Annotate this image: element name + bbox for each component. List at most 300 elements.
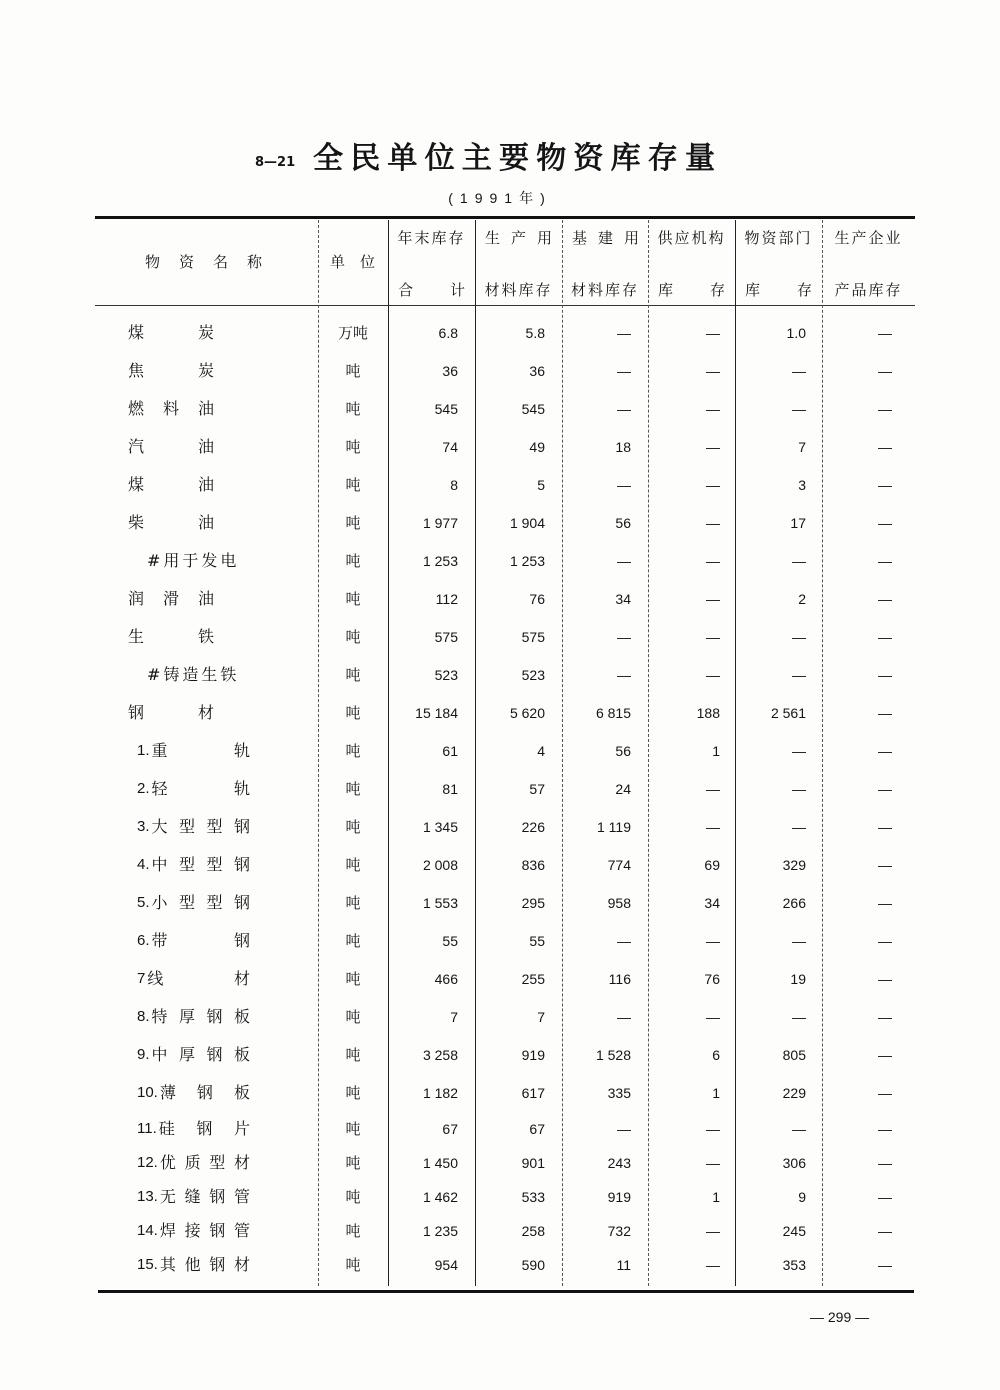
year-end-total-cell: 1 462 <box>422 1189 458 1205</box>
unit-cell: 吨 <box>345 894 361 912</box>
year-end-total-cell: 112 <box>435 591 458 607</box>
enterprise-product-stock-cell: — <box>878 933 892 949</box>
material-subitem-label: #用于发电 <box>147 551 240 570</box>
header-enterprise-product-stock <box>822 220 915 305</box>
unit-cell: 吨 <box>345 476 361 494</box>
table-row <box>95 504 915 542</box>
production-material-stock-cell: 226 <box>521 819 545 835</box>
production-material-stock-cell: 67 <box>529 1121 545 1137</box>
table-row <box>95 618 915 656</box>
enterprise-product-stock-cell: — <box>878 743 892 759</box>
production-material-stock-cell: 258 <box>521 1223 545 1239</box>
material-subitem-label: #铸造生铁 <box>147 665 240 684</box>
table-row <box>95 1146 915 1180</box>
supply-agency-stock-cell: — <box>706 933 720 949</box>
table-row <box>95 1180 915 1214</box>
material-name-cell <box>95 504 318 542</box>
item-number: 4. <box>137 856 150 873</box>
materials-dept-stock-cell: 19 <box>790 971 806 987</box>
item-name: 轻 轨 <box>151 779 250 798</box>
enterprise-product-stock-cell: — <box>878 819 892 835</box>
supply-agency-stock-cell: 76 <box>704 971 720 987</box>
item-name: 焊接钢管 <box>159 1221 250 1240</box>
item-name: 线 材 <box>147 969 250 988</box>
table-row <box>95 1214 915 1248</box>
table-row <box>95 656 915 694</box>
construction-material-stock-cell: — <box>617 325 631 341</box>
production-material-stock-cell: 523 <box>521 667 545 683</box>
unit-cell: 吨 <box>345 628 361 646</box>
item-number: 1. <box>137 742 150 759</box>
table-row <box>95 352 915 390</box>
year-end-total-cell: 954 <box>434 1257 458 1273</box>
header-year-end-stock <box>388 220 475 305</box>
material-name-cell <box>95 1180 318 1214</box>
construction-material-stock-cell: — <box>617 1009 631 1025</box>
table-row <box>95 694 915 732</box>
material-name-cell <box>95 770 318 808</box>
steel-item-label <box>137 770 250 808</box>
material-label: 润 滑 油 <box>128 589 214 608</box>
steel-item-label <box>137 998 250 1036</box>
item-number: 5. <box>137 894 150 911</box>
material-name-cell <box>95 314 318 352</box>
enterprise-product-stock-cell: — <box>878 1223 892 1239</box>
materials-dept-stock-cell: 7 <box>798 439 806 455</box>
construction-material-stock-cell: 774 <box>607 857 631 873</box>
enterprise-product-stock-cell: — <box>878 857 892 873</box>
header-materials-dept-stock <box>735 220 822 305</box>
item-number: 10. <box>137 1084 158 1101</box>
materials-dept-stock-cell: 9 <box>798 1189 806 1205</box>
enterprise-product-stock-cell: — <box>878 477 892 493</box>
materials-dept-stock-cell: — <box>792 819 806 835</box>
construction-material-stock-cell: — <box>617 1121 631 1137</box>
supply-agency-stock-cell: — <box>706 401 720 417</box>
material-name-cell <box>95 1214 318 1248</box>
materials-dept-stock-cell: — <box>792 781 806 797</box>
production-material-stock-cell: 7 <box>537 1009 545 1025</box>
table-row <box>95 1074 915 1112</box>
construction-material-stock-cell: 56 <box>615 515 631 531</box>
materials-dept-stock-cell: — <box>792 1009 806 1025</box>
material-label: 钢 材 <box>128 703 214 722</box>
item-name: 优质型材 <box>159 1153 250 1172</box>
unit-cell: 吨 <box>345 552 361 570</box>
materials-dept-stock-cell: 805 <box>782 1047 806 1063</box>
item-name: 带 钢 <box>151 931 250 950</box>
table-row <box>95 808 915 846</box>
year-end-total-cell: 1 977 <box>422 515 458 531</box>
year-end-total-cell: 67 <box>442 1121 458 1137</box>
production-material-stock-cell: 5.8 <box>525 325 545 341</box>
item-number: 11. <box>137 1120 157 1137</box>
material-name-cell <box>95 1112 318 1146</box>
materials-dept-stock-cell: — <box>792 553 806 569</box>
material-name-cell <box>95 656 318 694</box>
page-title: 全民单位主要物资库存量 <box>313 141 715 176</box>
construction-material-stock-cell: — <box>617 363 631 379</box>
construction-material-stock-cell: 335 <box>607 1085 631 1101</box>
construction-material-stock-cell: — <box>617 477 631 493</box>
steel-item-label <box>137 1180 250 1214</box>
header-production-stock <box>475 220 562 305</box>
enterprise-product-stock-cell: — <box>878 325 892 341</box>
material-label: 煤 炭 <box>128 323 214 342</box>
supply-agency-stock-cell: — <box>706 477 720 493</box>
year-end-total-cell: 36 <box>442 363 458 379</box>
steel-item-label <box>137 960 250 998</box>
supply-agency-stock-cell: 69 <box>704 857 720 873</box>
table-row <box>95 580 915 618</box>
construction-material-stock-cell: — <box>617 401 631 417</box>
steel-item-label <box>137 1112 250 1146</box>
table-row <box>95 998 915 1036</box>
production-material-stock-cell: 36 <box>529 363 545 379</box>
production-material-stock-cell: 1 253 <box>509 553 545 569</box>
construction-material-stock-cell: 243 <box>607 1155 631 1171</box>
supply-agency-stock-cell: — <box>706 591 720 607</box>
unit-cell: 吨 <box>345 1084 361 1102</box>
year-end-total-cell: 6.8 <box>438 325 458 341</box>
enterprise-product-stock-cell: — <box>878 1085 892 1101</box>
unit-cell: 吨 <box>345 1222 361 1240</box>
table-row <box>95 770 915 808</box>
enterprise-product-stock-cell: — <box>878 439 892 455</box>
supply-agency-stock-cell: — <box>706 1257 720 1273</box>
item-number: 2. <box>137 780 150 797</box>
production-material-stock-cell: 5 620 <box>509 705 545 721</box>
materials-dept-stock-cell: 2 <box>798 591 806 607</box>
steel-item-label <box>137 1036 250 1074</box>
enterprise-product-stock-cell: — <box>878 1047 892 1063</box>
construction-material-stock-cell: 6 815 <box>595 705 631 721</box>
production-material-stock-cell: 76 <box>529 591 545 607</box>
supply-agency-stock-cell: 6 <box>712 1047 720 1063</box>
material-name-cell <box>95 1036 318 1074</box>
enterprise-product-stock-cell: — <box>878 629 892 645</box>
production-material-stock-cell: 533 <box>521 1189 545 1205</box>
steel-item-label <box>137 1074 250 1112</box>
unit-cell: 吨 <box>345 1188 361 1206</box>
table-row <box>95 884 915 922</box>
top-rule <box>95 216 915 219</box>
construction-material-stock-cell: — <box>617 553 631 569</box>
production-material-stock-cell: 836 <box>521 857 545 873</box>
item-name: 大型型钢 <box>151 817 250 836</box>
item-number: 14. <box>137 1222 158 1239</box>
materials-dept-stock-cell: — <box>792 401 806 417</box>
table-row <box>95 1036 915 1074</box>
material-name-cell <box>95 428 318 466</box>
production-material-stock-cell: 49 <box>529 439 545 455</box>
unit-cell: 吨 <box>345 1046 361 1064</box>
year-subtitle: (1991年) <box>448 190 552 206</box>
unit-cell: 吨 <box>345 856 361 874</box>
production-material-stock-cell: 5 <box>537 477 545 493</box>
header-line2: 库 存 <box>658 281 725 299</box>
material-name-cell <box>95 542 318 580</box>
year-end-total-cell: 545 <box>434 401 458 417</box>
supply-agency-stock-cell: — <box>706 553 720 569</box>
unit-cell: 吨 <box>345 970 361 988</box>
materials-dept-stock-cell: — <box>792 1121 806 1137</box>
production-material-stock-cell: 4 <box>537 743 545 759</box>
materials-dept-stock-cell: 306 <box>782 1155 806 1171</box>
construction-material-stock-cell: 1 528 <box>595 1047 631 1063</box>
material-name-cell <box>95 1146 318 1180</box>
item-name: 中厚钢板 <box>151 1045 250 1064</box>
item-name: 无缝钢管 <box>159 1187 250 1206</box>
supply-agency-stock-cell: — <box>706 515 720 531</box>
table-header <box>95 220 915 305</box>
supply-agency-stock-cell: — <box>706 1009 720 1025</box>
materials-dept-stock-cell: 353 <box>782 1257 806 1273</box>
construction-material-stock-cell: — <box>617 933 631 949</box>
year-end-total-cell: 81 <box>442 781 458 797</box>
production-material-stock-cell: 617 <box>521 1085 545 1101</box>
enterprise-product-stock-cell: — <box>878 667 892 683</box>
enterprise-product-stock-cell: — <box>878 401 892 417</box>
table-row <box>95 846 915 884</box>
materials-dept-stock-cell: — <box>792 629 806 645</box>
header-line2: 材料库存 <box>484 281 553 299</box>
unit-cell: 吨 <box>345 1008 361 1026</box>
table-row <box>95 960 915 998</box>
table-row <box>95 1112 915 1146</box>
supply-agency-stock-cell: — <box>706 363 720 379</box>
year-end-total-cell: 575 <box>434 629 458 645</box>
header-line1: 物资部门 <box>744 229 813 247</box>
materials-dept-stock-cell: — <box>792 667 806 683</box>
bottom-rule <box>98 1290 914 1293</box>
table-row <box>95 466 915 504</box>
enterprise-product-stock-cell: — <box>878 515 892 531</box>
construction-material-stock-cell: — <box>617 629 631 645</box>
unit-cell: 吨 <box>345 1154 361 1172</box>
year-end-total-cell: 74 <box>442 439 458 455</box>
table-row <box>95 542 915 580</box>
construction-material-stock-cell: 24 <box>615 781 631 797</box>
header-line2: 库 存 <box>745 281 812 299</box>
table-row <box>95 314 915 352</box>
steel-item-label <box>137 846 250 884</box>
supply-agency-stock-cell: — <box>706 667 720 683</box>
materials-dept-stock-cell: 1.0 <box>786 325 806 341</box>
steel-item-label <box>137 732 250 770</box>
production-material-stock-cell: 295 <box>521 895 545 911</box>
unit-cell: 吨 <box>345 666 361 684</box>
supply-agency-stock-cell: — <box>706 325 720 341</box>
unit-cell: 吨 <box>345 1120 361 1138</box>
material-label: 柴 油 <box>128 513 214 532</box>
unit-cell: 吨 <box>345 590 361 608</box>
materials-dept-stock-cell: 245 <box>782 1223 806 1239</box>
header-line1: 生产企业 <box>834 229 903 247</box>
material-name-cell <box>95 808 318 846</box>
steel-item-label <box>137 922 250 960</box>
item-name: 小型型钢 <box>151 893 250 912</box>
steel-item-label <box>137 808 250 846</box>
material-name-cell <box>95 1074 318 1112</box>
material-name-cell <box>95 694 318 732</box>
year-end-total-cell: 1 450 <box>422 1155 458 1171</box>
item-number: 3. <box>137 818 150 835</box>
header-supply-agency-stock <box>648 220 735 305</box>
header-line2: 合 计 <box>398 281 465 299</box>
production-material-stock-cell: 901 <box>521 1155 545 1171</box>
construction-material-stock-cell: 958 <box>607 895 631 911</box>
enterprise-product-stock-cell: — <box>878 895 892 911</box>
header-construction-stock <box>562 220 648 305</box>
supply-agency-stock-cell: — <box>706 1155 720 1171</box>
material-name-cell <box>95 960 318 998</box>
year-end-total-cell: 523 <box>434 667 458 683</box>
page-number: — 299 — <box>810 1309 870 1325</box>
material-name-cell <box>95 998 318 1036</box>
unit-cell: 吨 <box>345 1256 361 1274</box>
steel-item-label <box>137 884 250 922</box>
construction-material-stock-cell: — <box>617 667 631 683</box>
steel-item-label <box>137 1146 250 1180</box>
production-material-stock-cell: 57 <box>529 781 545 797</box>
material-name-cell <box>95 846 318 884</box>
year-end-total-cell: 1 553 <box>422 895 458 911</box>
enterprise-product-stock-cell: — <box>878 781 892 797</box>
material-name-cell <box>95 580 318 618</box>
enterprise-product-stock-cell: — <box>878 1121 892 1137</box>
unit-cell: 吨 <box>345 400 361 418</box>
material-name-cell <box>95 732 318 770</box>
construction-material-stock-cell: 732 <box>607 1223 631 1239</box>
unit-cell: 吨 <box>345 514 361 532</box>
production-material-stock-cell: 545 <box>521 401 545 417</box>
supply-agency-stock-cell: — <box>706 439 720 455</box>
header-line1: 生 产 用 <box>485 229 552 247</box>
material-name-cell <box>95 1248 318 1282</box>
materials-dept-stock-cell: — <box>792 363 806 379</box>
item-number: 13. <box>137 1188 158 1205</box>
enterprise-product-stock-cell: — <box>878 1257 892 1273</box>
year-end-total-cell: 55 <box>442 933 458 949</box>
production-material-stock-cell: 575 <box>521 629 545 645</box>
header-line1: 基 建 用 <box>572 229 639 247</box>
item-number: 6. <box>137 932 150 949</box>
production-material-stock-cell: 255 <box>521 971 545 987</box>
construction-material-stock-cell: 34 <box>615 591 631 607</box>
year-end-total-cell: 15 184 <box>415 705 458 721</box>
enterprise-product-stock-cell: — <box>878 363 892 379</box>
table-number: 8—21 <box>255 155 296 170</box>
supply-agency-stock-cell: — <box>706 629 720 645</box>
supply-agency-stock-cell: — <box>706 781 720 797</box>
unit-cell: 吨 <box>345 438 361 456</box>
enterprise-product-stock-cell: — <box>878 1189 892 1205</box>
materials-dept-stock-cell: 3 <box>798 477 806 493</box>
unit-cell: 吨 <box>345 704 361 722</box>
table-row <box>95 1248 915 1282</box>
table-row <box>95 732 915 770</box>
supply-agency-stock-cell: — <box>706 1121 720 1137</box>
materials-dept-stock-cell: 266 <box>782 895 806 911</box>
enterprise-product-stock-cell: — <box>878 553 892 569</box>
header-rule <box>95 305 915 306</box>
construction-material-stock-cell: 56 <box>615 743 631 759</box>
unit-cell: 吨 <box>345 932 361 950</box>
year-end-total-cell: 7 <box>450 1009 458 1025</box>
item-name: 中型型钢 <box>151 855 250 874</box>
item-name: 硅 钢 片 <box>158 1119 250 1138</box>
header-line1: 年末库存 <box>397 229 466 247</box>
unit-cell: 吨 <box>345 742 361 760</box>
year-end-total-cell: 1 235 <box>422 1223 458 1239</box>
header-line1: 供应机构 <box>657 229 726 247</box>
enterprise-product-stock-cell: — <box>878 705 892 721</box>
material-name-cell <box>95 390 318 428</box>
supply-agency-stock-cell: 1 <box>712 1085 720 1101</box>
year-end-total-cell: 8 <box>450 477 458 493</box>
table-row <box>95 428 915 466</box>
materials-dept-stock-cell: — <box>792 743 806 759</box>
header-material-name: 物 资 名 称 <box>145 253 262 271</box>
year-end-total-cell: 1 253 <box>422 553 458 569</box>
production-material-stock-cell: 919 <box>521 1047 545 1063</box>
material-name-cell <box>95 352 318 390</box>
materials-dept-stock-cell: 17 <box>790 515 806 531</box>
enterprise-product-stock-cell: — <box>878 591 892 607</box>
materials-dept-stock-cell: — <box>792 933 806 949</box>
year-end-total-cell: 61 <box>442 743 458 759</box>
item-name: 薄 钢 板 <box>159 1083 250 1102</box>
year-end-total-cell: 3 258 <box>422 1047 458 1063</box>
unit-cell: 万吨 <box>337 324 368 342</box>
construction-material-stock-cell: 18 <box>615 439 631 455</box>
steel-item-label <box>137 1214 250 1248</box>
material-label: 生 铁 <box>128 627 214 646</box>
construction-material-stock-cell: 1 119 <box>597 819 631 835</box>
supply-agency-stock-cell: — <box>706 819 720 835</box>
header-unit: 单 位 <box>330 253 375 271</box>
supply-agency-stock-cell: — <box>706 1223 720 1239</box>
item-number: 15. <box>137 1256 158 1273</box>
item-name: 特厚钢板 <box>151 1007 250 1026</box>
material-name-cell <box>95 884 318 922</box>
enterprise-product-stock-cell: — <box>878 971 892 987</box>
materials-dept-stock-cell: 2 561 <box>770 705 806 721</box>
item-number: 9. <box>137 1046 150 1063</box>
unit-cell: 吨 <box>345 780 361 798</box>
enterprise-product-stock-cell: — <box>878 1155 892 1171</box>
materials-dept-stock-cell: 229 <box>782 1085 806 1101</box>
header-line2: 材料库存 <box>570 281 639 299</box>
production-material-stock-cell: 590 <box>521 1257 545 1273</box>
production-material-stock-cell: 1 904 <box>509 515 545 531</box>
steel-item-label <box>137 1248 250 1282</box>
item-number: 8. <box>137 1008 150 1025</box>
table-row <box>95 922 915 960</box>
table-row <box>95 390 915 428</box>
item-number: 7 <box>137 970 146 987</box>
unit-cell: 吨 <box>345 818 361 836</box>
construction-material-stock-cell: 919 <box>607 1189 631 1205</box>
year-end-total-cell: 466 <box>434 971 458 987</box>
material-name-cell <box>95 618 318 656</box>
year-end-total-cell: 1 182 <box>422 1085 458 1101</box>
year-end-total-cell: 1 345 <box>422 819 458 835</box>
item-name: 其他钢材 <box>159 1255 250 1274</box>
unit-cell: 吨 <box>345 362 361 380</box>
supply-agency-stock-cell: 188 <box>696 705 720 721</box>
